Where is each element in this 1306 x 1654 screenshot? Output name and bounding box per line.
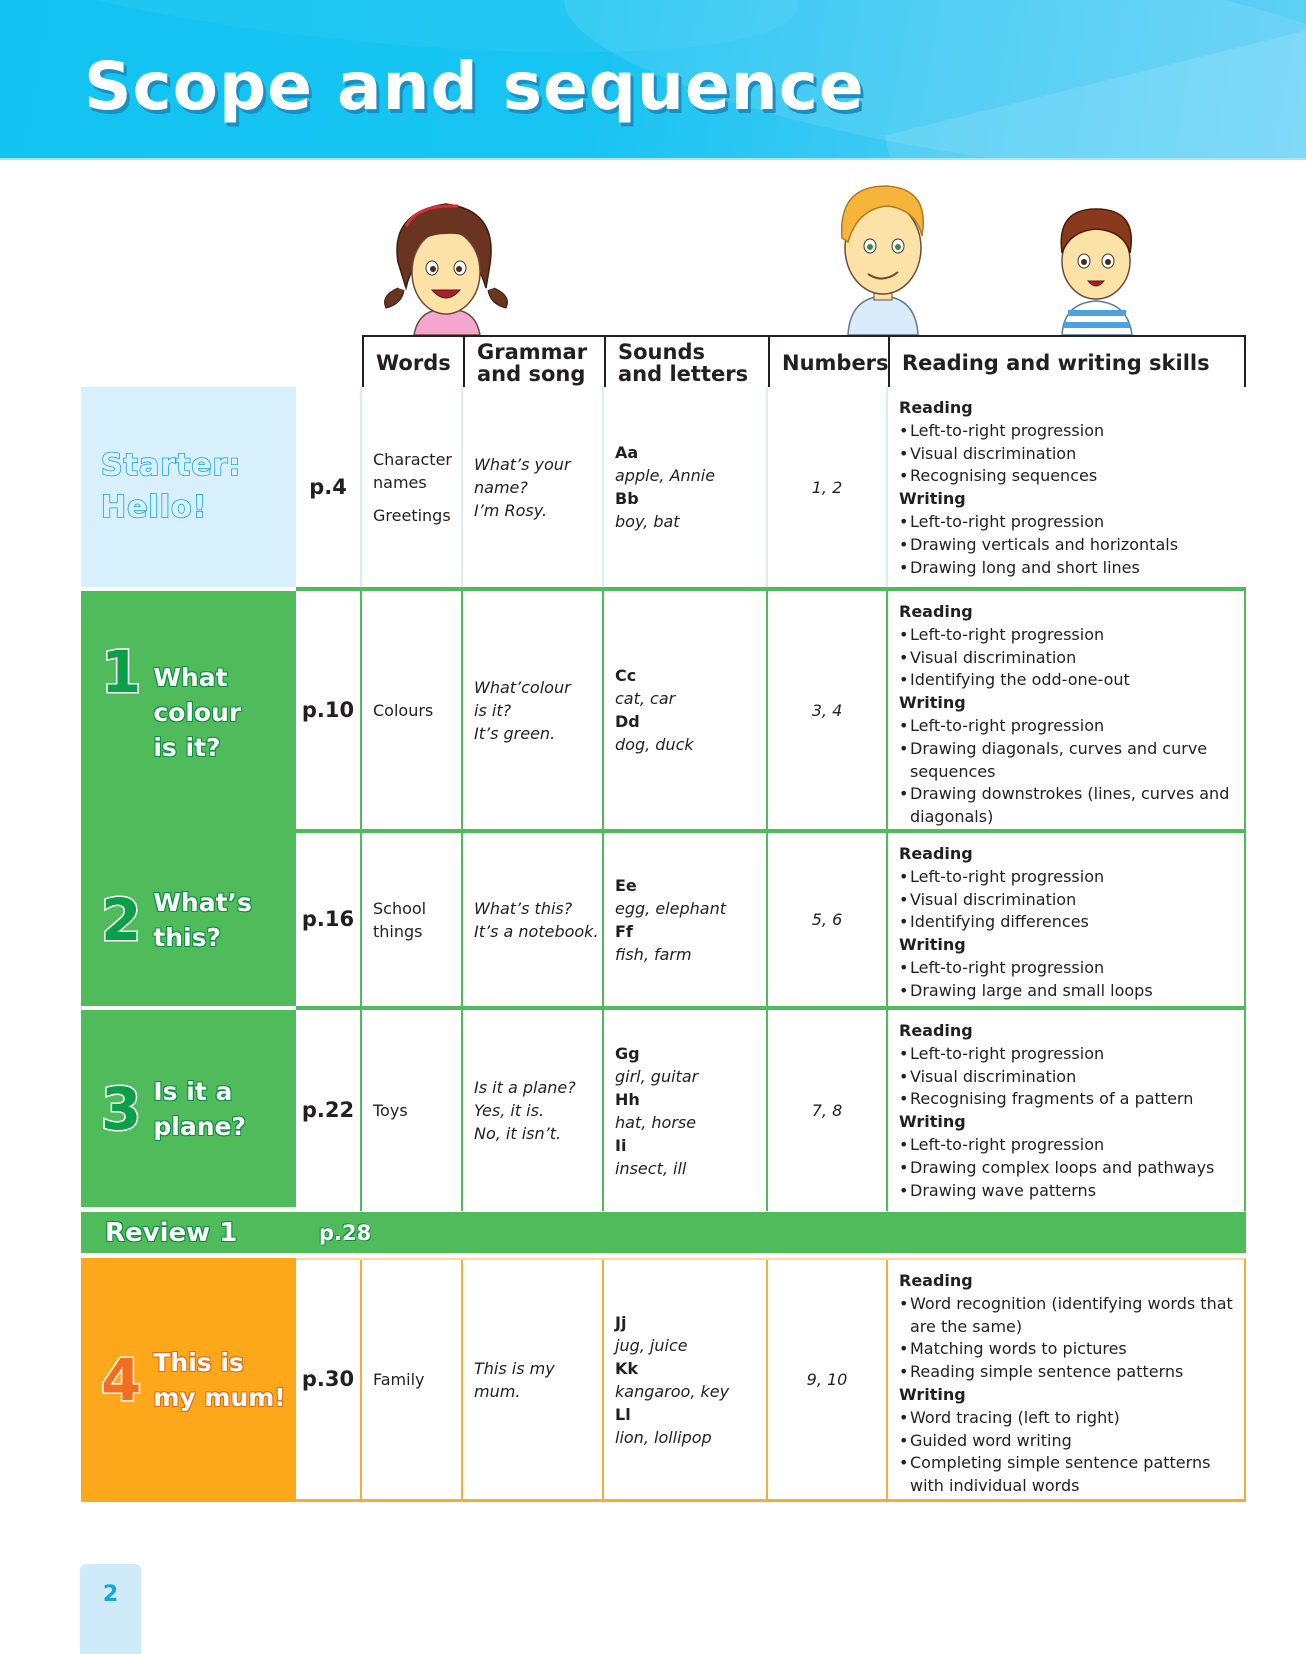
page-title: Scope and sequence — [84, 48, 865, 125]
grammar-line: No, it isn’t. — [474, 1124, 562, 1143]
skill-item: • Visual discrimination — [899, 443, 1178, 466]
curly-haired-boy-character-illustration — [1048, 203, 1144, 335]
skill-item: • Identifying differences — [899, 911, 1153, 934]
skill-item: • Drawing wave patterns — [899, 1180, 1214, 1203]
grammar-line: name? — [474, 477, 528, 497]
letter-pair: Bb — [615, 489, 639, 508]
skill-item: • Drawing long and short lines — [899, 557, 1178, 580]
letter-pair: Ff — [615, 921, 633, 941]
row-cells — [296, 587, 1246, 833]
reading-heading: Reading — [899, 1271, 973, 1290]
numbers-cell: 9, 10 — [768, 1260, 888, 1499]
page-ref: p.10 — [296, 591, 362, 829]
example-words: lion, lollipop — [615, 1427, 712, 1447]
writing-heading: Writing — [899, 935, 966, 955]
unit-number: 2 — [101, 885, 142, 954]
numbers-cell: 7, 8 — [768, 1010, 888, 1211]
sounds-cell — [604, 1010, 768, 1211]
skill-item: • Completing simple sentence patterns with individual words — [899, 1452, 1243, 1498]
example-words: hat, horse — [615, 1112, 697, 1132]
page-number-tab — [80, 1564, 141, 1654]
table-row-starter — [81, 387, 1246, 587]
blond-boy-character-illustration — [828, 180, 938, 335]
grammar-line: I’m Rosy. — [474, 500, 548, 520]
letter-pair: Ii — [615, 1135, 627, 1155]
words-item: Character names — [373, 449, 452, 492]
reading-heading: Reading — [899, 844, 973, 863]
letter-pair: Ee — [615, 875, 637, 895]
grammar-line: Is it a plane? — [474, 1078, 576, 1097]
skill-item: • Reading simple sentence patterns — [899, 1361, 1243, 1384]
skill-item: • Guided word writing — [899, 1430, 1243, 1453]
grammar-line: What’s your — [474, 454, 571, 474]
page-number: 2 — [102, 1582, 119, 1607]
page-ref: p.30 — [296, 1260, 362, 1499]
numbers-cell: 3, 4 — [768, 591, 888, 829]
reading-heading: Reading — [899, 1021, 973, 1040]
unit-title-cell — [81, 591, 296, 833]
reading-heading: Reading — [899, 398, 973, 417]
example-words: fish, farm — [615, 944, 692, 964]
header-label: and song — [477, 362, 586, 386]
unit-title-line: Starter: — [101, 448, 242, 483]
header-label: and letters — [618, 362, 749, 386]
skill-item: • Left-to-right progression — [899, 957, 1153, 980]
skill-item: • Left-to-right progression — [899, 1134, 1214, 1157]
review-label: Review 1 — [105, 1217, 238, 1248]
row-cells — [296, 1258, 1246, 1502]
example-words: cat, car — [615, 689, 676, 708]
words-cell — [362, 387, 463, 587]
words-item: things — [373, 921, 423, 941]
grammar-cell — [463, 1010, 604, 1211]
numbers-cell: 1, 2 — [768, 387, 888, 587]
table-row-unit-4 — [81, 1258, 1246, 1502]
sounds-cell — [604, 387, 768, 587]
skill-item: • Word tracing (left to right) — [899, 1407, 1243, 1430]
skill-item: • Visual discrimination — [899, 647, 1243, 670]
skill-item: • Identifying the odd-one-out — [899, 669, 1243, 692]
words-cell: Family — [362, 1260, 463, 1499]
skill-item: • Recognising fragments of a pattern — [899, 1088, 1214, 1111]
unit-title-line: What — [153, 662, 228, 692]
header-label: Grammar — [477, 340, 588, 364]
reading-heading: Reading — [899, 602, 973, 621]
unit-number: 3 — [101, 1074, 142, 1143]
grammar-line: What’colour — [474, 677, 571, 697]
skill-item: • Left-to-right progression — [899, 624, 1243, 647]
skill-item: • Word recognition (identifying words that are the same) — [899, 1293, 1243, 1339]
grammar-cell: This is my mum. — [463, 1260, 604, 1499]
row-cells — [296, 1006, 1246, 1211]
skill-item: • Visual discrimination — [899, 1066, 1214, 1089]
header-label: Numbers — [782, 351, 889, 375]
title-banner — [0, 0, 1306, 160]
unit-title-cell — [81, 1258, 296, 1502]
header-label: Reading and writing skills — [902, 351, 1210, 375]
skill-item: • Left-to-right progression — [899, 511, 1178, 534]
grammar-cell — [463, 833, 604, 1006]
header-label: Words — [376, 351, 451, 375]
skill-item: • Drawing complex loops and pathways — [899, 1157, 1214, 1180]
skills-cell — [888, 387, 1246, 587]
example-words: boy, bat — [615, 512, 680, 531]
review-page-ref: p.28 — [319, 1220, 372, 1245]
words-item: Greetings — [373, 505, 451, 525]
writing-heading: Writing — [899, 1112, 966, 1132]
grammar-line: Yes, it is. — [474, 1101, 545, 1120]
skill-item: • Left-to-right progression — [899, 715, 1243, 738]
skill-item: • Visual discrimination — [899, 889, 1153, 912]
skills-cell — [888, 833, 1243, 1006]
skill-item: • Drawing verticals and horizontals — [899, 534, 1178, 557]
writing-heading: Writing — [899, 1384, 966, 1404]
row-cells — [296, 829, 1246, 1010]
column-header-words — [364, 337, 465, 389]
table-row-unit-3 — [81, 1006, 1246, 1211]
letter-pair: Jj — [615, 1312, 627, 1332]
example-words: dog, duck — [615, 735, 694, 754]
grammar-line: It’s green. — [474, 723, 556, 743]
words-cell — [362, 833, 463, 1006]
words-cell: Colours — [362, 591, 463, 829]
sounds-cell — [604, 1260, 768, 1499]
unit-title-cell — [81, 387, 296, 587]
unit-title-line: Hello! — [101, 490, 208, 525]
column-header-numbers — [770, 337, 890, 389]
review-row — [81, 1212, 1246, 1253]
skill-item: • Matching words to pictures — [899, 1338, 1243, 1361]
row-cells — [296, 387, 1244, 587]
grammar-cell — [463, 591, 604, 829]
skill-item: • Recognising sequences — [899, 465, 1178, 488]
letter-pair: Gg — [615, 1043, 640, 1063]
example-words: insect, ill — [615, 1158, 687, 1178]
unit-number: 4 — [101, 1346, 142, 1414]
letter-pair: Hh — [615, 1089, 640, 1109]
words-item: School — [373, 898, 427, 918]
table-row-unit-1 — [81, 587, 1246, 833]
page-ref: p.4 — [296, 387, 362, 587]
letter-pair: Cc — [615, 666, 637, 685]
writing-heading: Writing — [899, 489, 966, 509]
unit-title-line: colour — [153, 697, 242, 727]
letter-pair: Dd — [615, 712, 640, 731]
unit-title-line: This is — [153, 1348, 244, 1377]
unit-number: 1 — [101, 638, 142, 706]
words-cell: Toys — [362, 1010, 463, 1211]
skills-cell — [888, 591, 1243, 829]
example-words: kangaroo, key — [615, 1381, 730, 1401]
letter-pair: Aa — [615, 443, 639, 462]
skill-item: • Drawing downstrokes (lines, curves and diagonals) — [899, 783, 1243, 829]
example-words: girl, guitar — [615, 1066, 699, 1086]
example-words: apple, Annie — [615, 466, 716, 485]
example-words: jug, juice — [615, 1335, 688, 1355]
column-header-sounds — [606, 337, 770, 389]
unit-title-line: plane? — [153, 1111, 246, 1141]
skill-item: • Left-to-right progression — [899, 1043, 1214, 1066]
page-ref: p.22 — [296, 1010, 362, 1211]
column-header-skills — [890, 337, 1244, 389]
letter-pair: Ll — [615, 1404, 631, 1424]
skill-item: • Drawing large and small loops — [899, 980, 1153, 1003]
grammar-line: It’s a notebook. — [474, 921, 599, 941]
writing-heading: Writing — [899, 693, 966, 713]
unit-title-cell — [81, 833, 296, 1006]
table-header — [362, 335, 1246, 387]
table-row-unit-2 — [81, 829, 1246, 1010]
unit-title-line: What’s — [153, 887, 252, 917]
skills-cell — [888, 1010, 1243, 1211]
letter-pair: Kk — [615, 1358, 639, 1378]
unit-title-line: this? — [153, 922, 222, 952]
grammar-cell — [463, 387, 604, 587]
skill-item: • Left-to-right progression — [899, 420, 1178, 443]
skills-cell — [888, 1260, 1243, 1499]
grammar-line: What’s this? — [474, 898, 573, 918]
girl-character-illustration — [378, 192, 514, 335]
unit-title-cell — [81, 1010, 296, 1207]
grammar-line: is it? — [474, 700, 512, 720]
sounds-cell — [604, 591, 768, 829]
skill-item: • Left-to-right progression — [899, 866, 1153, 889]
sounds-cell — [604, 833, 768, 1006]
unit-title-line: my mum! — [153, 1383, 286, 1412]
numbers-cell: 5, 6 — [768, 833, 888, 1006]
header-label: Sounds — [618, 340, 705, 364]
page-ref: p.16 — [296, 833, 362, 1006]
unit-title-line: Is it a — [153, 1076, 233, 1106]
example-words: egg, elephant — [615, 898, 726, 918]
skill-item: • Drawing diagonals, curves and curve sequences — [899, 738, 1243, 784]
unit-title-line: is it? — [153, 732, 221, 762]
column-header-grammar — [465, 337, 606, 389]
